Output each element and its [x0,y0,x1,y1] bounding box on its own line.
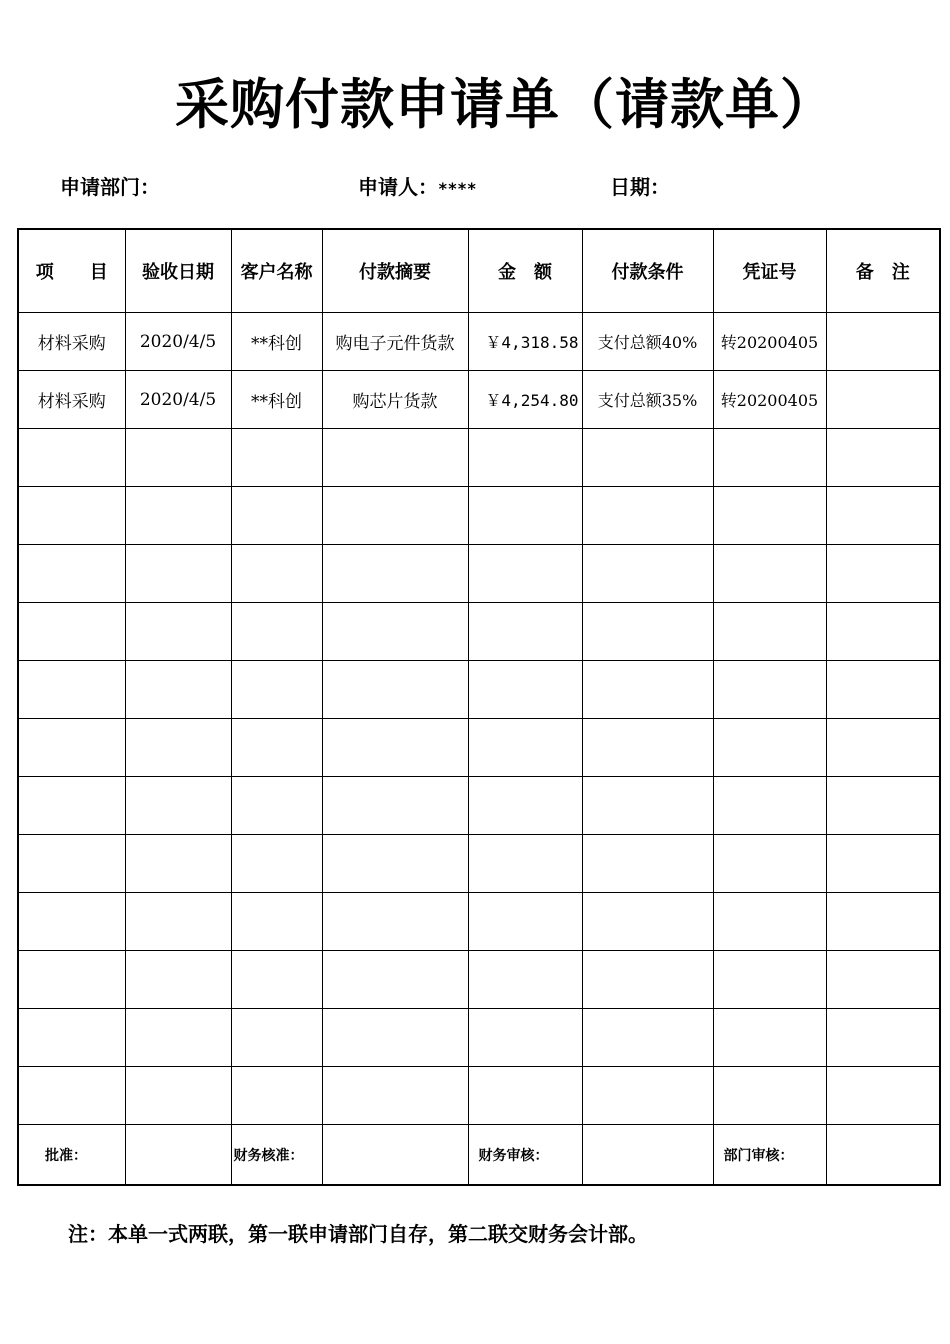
cell-payment-terms[interactable] [582,661,713,719]
cell-voucher-number[interactable] [713,1009,826,1067]
cell-payment-terms[interactable] [582,603,713,661]
cell-item[interactable] [18,951,125,1009]
cell-item[interactable] [18,661,125,719]
cell-remarks[interactable] [826,661,940,719]
cell-remarks[interactable] [826,1067,940,1125]
table-row [18,1067,940,1125]
cell-payment-terms[interactable] [582,1009,713,1067]
header-payment-summary: 付款摘要 [322,229,468,313]
cell-payment-summary[interactable] [322,835,468,893]
cell-acceptance-date[interactable] [125,951,231,1009]
table-row [18,777,940,835]
cell-customer-name[interactable] [231,1067,322,1125]
header-item: 项 目 [18,229,125,313]
cell-payment-terms[interactable] [582,429,713,487]
cell-acceptance-date[interactable] [125,719,231,777]
cell-customer-name[interactable] [231,1009,322,1067]
cell-remarks[interactable] [826,1009,940,1067]
cell-item[interactable] [18,835,125,893]
cell-acceptance-date[interactable] [125,487,231,545]
table-body [18,313,940,1125]
cell-remarks[interactable] [826,835,940,893]
cell-item[interactable] [18,893,125,951]
cell-customer-name[interactable]: **科创 [231,371,322,429]
cell-remarks[interactable] [826,951,940,1009]
cell-item[interactable] [18,1067,125,1125]
cell-customer-name[interactable] [231,719,322,777]
cell-item[interactable]: 材料采购 [18,371,125,429]
cell-voucher-number[interactable] [713,777,826,835]
header-voucher-number: 凭证号 [713,229,826,313]
cell-voucher-number[interactable] [713,661,826,719]
table-row [18,603,940,661]
cell-payment-terms[interactable] [582,951,713,1009]
cell-acceptance-date[interactable] [125,893,231,951]
table-row [18,313,940,371]
cell-payment-summary[interactable] [322,545,468,603]
cell-item[interactable] [18,429,125,487]
cell-payment-terms[interactable]: 支付总额40% [582,313,713,371]
cell-customer-name[interactable] [231,777,322,835]
cell-remarks[interactable] [826,371,940,429]
cell-remarks[interactable] [826,313,940,371]
cell-amount[interactable]: ￥4,318.58 [468,313,582,371]
approve-label: 批准： [18,1125,125,1186]
cell-item[interactable] [18,777,125,835]
cell-payment-terms[interactable] [582,487,713,545]
cell-item[interactable] [18,545,125,603]
cell-acceptance-date[interactable] [125,429,231,487]
table-row [18,661,940,719]
header-customer-name: 客户名称 [231,229,322,313]
application-date [610,174,670,202]
header-amount: 金 额 [468,229,582,313]
cell-amount[interactable] [468,603,582,661]
cell-amount[interactable] [468,545,582,603]
table-header-row [18,229,940,313]
cell-acceptance-date[interactable] [125,1067,231,1125]
cell-voucher-number[interactable] [713,1067,826,1125]
cell-acceptance-date[interactable] [125,545,231,603]
applicant [358,174,477,202]
cell-payment-summary[interactable] [322,487,468,545]
cell-payment-terms[interactable] [582,1067,713,1125]
cell-customer-name[interactable] [231,429,322,487]
cell-customer-name[interactable] [231,487,322,545]
cell-voucher-number[interactable] [713,893,826,951]
cell-payment-summary[interactable] [322,1067,468,1125]
cell-amount[interactable] [468,429,582,487]
cell-payment-summary[interactable] [322,719,468,777]
cell-voucher-number[interactable] [713,545,826,603]
cell-payment-summary[interactable] [322,893,468,951]
cell-acceptance-date[interactable]: 2020/4/5 [125,371,231,429]
cell-customer-name[interactable] [231,835,322,893]
cell-voucher-number[interactable] [713,487,826,545]
cell-item[interactable] [18,719,125,777]
cell-payment-terms[interactable] [582,835,713,893]
cell-acceptance-date[interactable] [125,661,231,719]
cell-amount[interactable] [468,1009,582,1067]
cell-payment-summary[interactable] [322,661,468,719]
cell-remarks[interactable] [826,545,940,603]
cell-payment-terms[interactable] [582,777,713,835]
table-row [18,893,940,951]
applicant-label: 申请人： [358,175,438,199]
cell-amount[interactable]: ￥4,254.80 [468,371,582,429]
cell-remarks[interactable] [826,777,940,835]
applicant-value: **** [438,179,477,198]
cell-voucher-number[interactable] [713,603,826,661]
cell-payment-terms[interactable] [582,893,713,951]
cell-payment-terms[interactable] [582,545,713,603]
cell-customer-name[interactable] [231,951,322,1009]
cell-acceptance-date[interactable] [125,777,231,835]
cell-customer-name[interactable] [231,893,322,951]
cell-amount[interactable] [468,835,582,893]
table-row [18,487,940,545]
applicant-department [60,174,160,202]
cell-payment-summary[interactable] [322,777,468,835]
cell-amount[interactable] [468,951,582,1009]
header-remarks: 备 注 [826,229,940,313]
cell-amount[interactable] [468,487,582,545]
finance-approve-field[interactable] [322,1125,468,1186]
dept-review-field[interactable] [826,1125,940,1186]
cell-item[interactable] [18,487,125,545]
finance-approve-label: 财务核准： [231,1125,322,1186]
cell-amount[interactable] [468,1067,582,1125]
cell-remarks[interactable] [826,487,940,545]
cell-payment-summary[interactable]: 购芯片货款 [322,371,468,429]
table-row [18,1009,940,1067]
cell-item[interactable]: 材料采购 [18,313,125,371]
cell-acceptance-date[interactable] [125,1009,231,1067]
cell-voucher-number[interactable]: 转20200405 [713,313,826,371]
cell-voucher-number[interactable] [713,951,826,1009]
cell-remarks[interactable] [826,719,940,777]
table-row [18,429,940,487]
table-row [18,951,940,1009]
cell-customer-name[interactable]: **科创 [231,313,322,371]
cell-remarks[interactable] [826,893,940,951]
cell-voucher-number[interactable]: 转20200405 [713,371,826,429]
cell-voucher-number[interactable] [713,429,826,487]
cell-payment-summary[interactable] [322,429,468,487]
table-row [18,545,940,603]
cell-amount[interactable] [468,661,582,719]
table-row [18,719,940,777]
cell-customer-name[interactable] [231,661,322,719]
finance-review-field[interactable] [582,1125,713,1186]
department-label: 申请部门： [60,175,160,199]
cell-customer-name[interactable] [231,603,322,661]
finance-review-label: 财务审核： [468,1125,582,1186]
cell-payment-summary[interactable] [322,1009,468,1067]
dept-review-label: 部门审核： [713,1125,826,1186]
footnote: 注：本单一式两联，第一联申请部门自存，第二联交财务会计部。 [68,1222,648,1246]
cell-payment-summary[interactable] [322,603,468,661]
cell-item[interactable] [18,603,125,661]
table-row [18,835,940,893]
cell-remarks[interactable] [826,429,940,487]
cell-acceptance-date[interactable] [125,835,231,893]
cell-item[interactable] [18,1009,125,1067]
cell-payment-terms[interactable] [582,719,713,777]
payment-request-table [17,228,941,1186]
cell-acceptance-date[interactable] [125,603,231,661]
cell-voucher-number[interactable] [713,719,826,777]
header-acceptance-date: 验收日期 [125,229,231,313]
cell-payment-summary[interactable] [322,951,468,1009]
header-payment-terms: 付款条件 [582,229,713,313]
cell-payment-terms[interactable]: 支付总额35% [582,371,713,429]
cell-remarks[interactable] [826,603,940,661]
cell-payment-summary[interactable]: 购电子元件货款 [322,313,468,371]
table-row [18,371,940,429]
date-label: 日期： [610,175,670,199]
approve-field[interactable] [125,1125,231,1186]
page-title: 采购付款申请单（请款单） [175,73,835,136]
cell-voucher-number[interactable] [713,835,826,893]
cell-amount[interactable] [468,719,582,777]
cell-customer-name[interactable] [231,545,322,603]
approval-row [18,1125,940,1186]
cell-acceptance-date[interactable]: 2020/4/5 [125,313,231,371]
cell-amount[interactable] [468,893,582,951]
cell-amount[interactable] [468,777,582,835]
